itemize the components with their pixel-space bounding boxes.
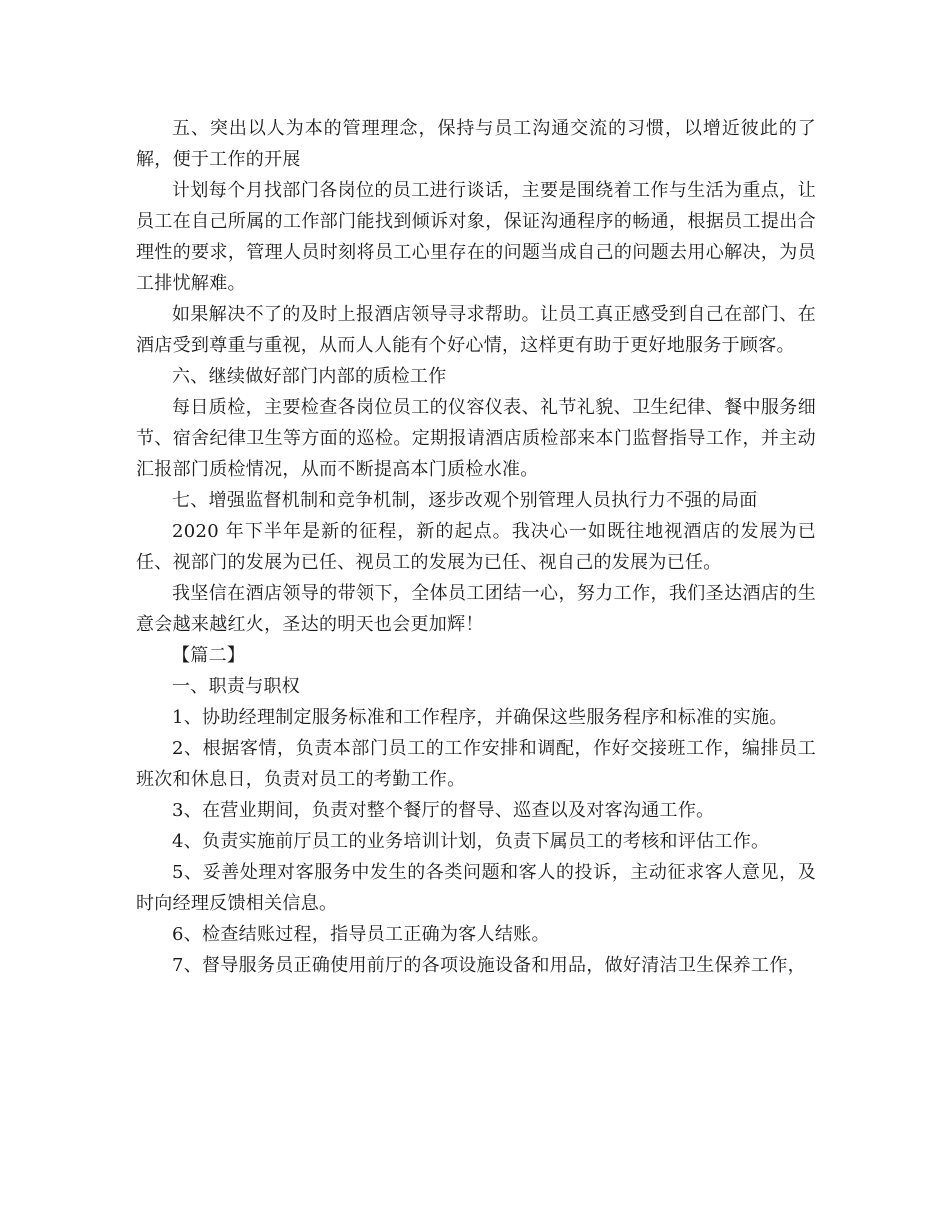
- list-item: 3、在营业期间，负责对整个餐厅的督导、巡查以及对客沟通工作。: [172, 800, 715, 821]
- part-two-heading: 【篇二】: [172, 645, 246, 666]
- paragraph: 如果解决不了的及时上报酒店领导寻求帮助。让员工真正感受到自己在部门、在酒店受到尊重与重视，从而人人能有个好心情，这样更有助于更好地服务于顾客。: [136, 304, 816, 356]
- list-item: 5、妥善处理对客服务中发生的各类问题和客人的投诉，主动征求客人意见，及时向经理反馈相关信息。: [136, 862, 816, 914]
- list-item: 6、检查结账过程，指导员工正确为客人结账。: [172, 924, 550, 945]
- paragraph: 每日质检，主要检查各岗位员工的仪容仪表、礼节礼貌、卫生纪律、餐中服务细节、宿舍纪律卫生等方面的巡检。定期报请酒店质检部来本门监督指导工作，并主动汇报部门质检情况，从而不断提高本门质检水准。: [136, 397, 816, 480]
- list-item: 7、督导服务员正确使用前厅的各项设施设备和用品，做好清洁卫生保养工作，: [172, 955, 806, 976]
- paragraph: 计划每个月找部门各岗位的员工进行谈话，主要是围绕着工作与生活为重点，让员工在自己所属的工作部门能找到倾诉对象，保证沟通程序的畅通，根据员工提出合理性的要求，管理人员时刻将员工心里存在的问题当成自己的问题去用心解决，为员工排忧解难。: [136, 180, 816, 294]
- duties-heading: 一、职责与职权: [172, 676, 301, 697]
- section-five-heading: 五、突出以人为本的管理理念，保持与员工沟通交流的习惯，以增近彼此的了解，便于工作的开展: [136, 118, 816, 170]
- list-item: 2、根据客情，负责本部门员工的工作安排和调配，作好交接班工作，编排员工班次和休息日，负责对员工的考勤工作。: [136, 738, 816, 790]
- paragraph: 我坚信在酒店领导的带领下，全体员工团结一心，努力工作，我们圣达酒店的生意会越来越红火，圣达的明天也会更加辉！: [136, 583, 816, 635]
- document-body: [136, 113, 816, 981]
- list-item: 4、负责实施前厅员工的业务培训计划，负责下属员工的考核和评估工作。: [172, 831, 770, 852]
- section-seven-heading: 七、增强监督机制和竞争机制，逐步改观个别管理人员执行力不强的局面: [172, 490, 758, 511]
- paragraph: 2020 年下半年是新的征程，新的起点。我决心一如既往地视酒店的发展为已任、视部门的发展为已任、视员工的发展为已任、视自己的发展为已任。: [136, 521, 816, 573]
- section-six-heading: 六、继续做好部门内部的质检工作: [172, 366, 447, 387]
- list-item: 1、协助经理制定服务标准和工作程序，并确保这些服务程序和标准的实施。: [172, 707, 788, 728]
